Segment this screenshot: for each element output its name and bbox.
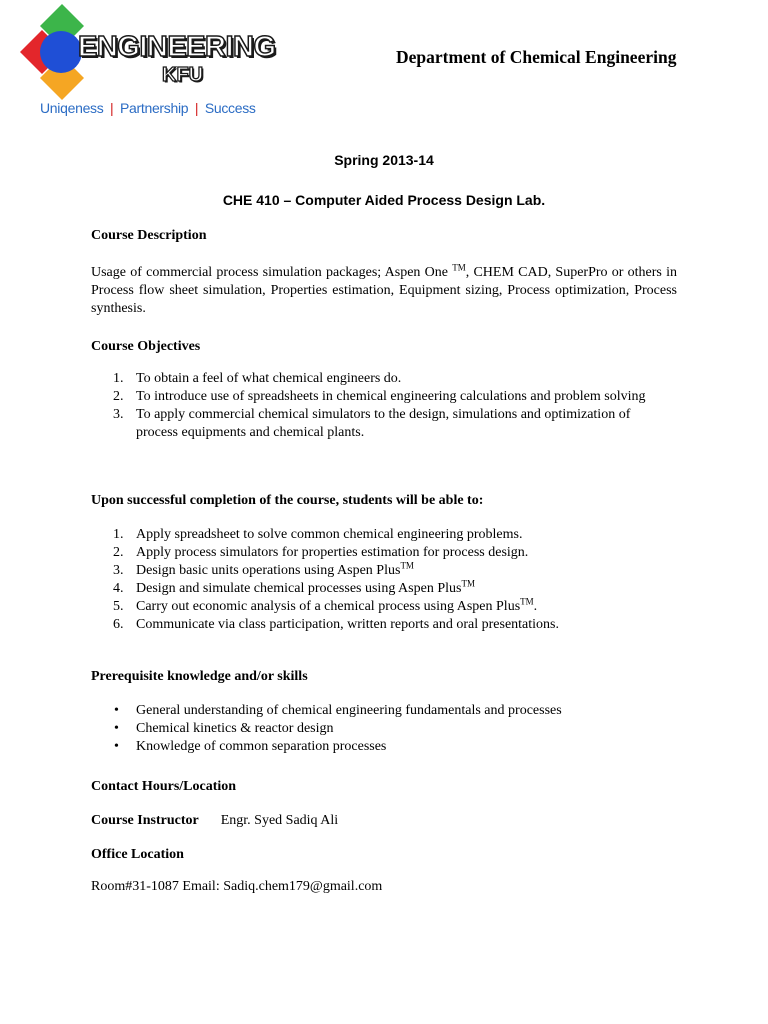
prerequisites-list	[91, 702, 651, 756]
list-item-text: Communicate via class participation, written reports and oral presentations.	[136, 617, 559, 632]
trademark-sup: TM	[520, 596, 534, 607]
list-item-text: To introduce use of spreadsheets in chemical engineering calculations and problem solving	[136, 389, 646, 404]
list-item-text: Carry out economic analysis of a chemical process using Aspen Plus	[136, 599, 521, 614]
tagline-separator: |	[194, 100, 199, 116]
bullet-icon: •	[114, 703, 119, 718]
course-title: CHE 410 – Computer Aided Process Design Lab.	[222, 192, 546, 208]
term-heading: Spring 2013-14	[334, 152, 434, 168]
list-number: 1.	[113, 371, 124, 386]
list-item	[91, 544, 651, 562]
logo-text: ENGINEERING	[78, 31, 276, 63]
department-title: Department of Chemical Engineering	[396, 47, 677, 67]
list-item	[91, 738, 651, 756]
list-item	[91, 562, 651, 580]
description-paragraph	[91, 264, 677, 318]
list-item-text: General understanding of chemical engineering fundamentals and processes	[136, 703, 562, 718]
instructor-name: Engr. Syed Sadiq Ali	[220, 813, 339, 828]
list-item	[91, 580, 651, 598]
description-heading: Course Description	[91, 228, 207, 243]
bullet-icon: •	[114, 739, 119, 754]
prerequisites-heading: Prerequisite knowledge and/or skills	[91, 669, 308, 684]
list-item-text: Apply spreadsheet to solve common chemical engineering problems.	[136, 527, 523, 542]
list-item	[91, 598, 651, 616]
list-item	[91, 406, 651, 442]
trademark-sup: TM	[400, 560, 414, 571]
outcomes-heading: Upon successful completion of the course, students will be able to:	[91, 493, 484, 508]
list-item	[91, 370, 651, 388]
list-number: 4.	[113, 581, 124, 596]
list-item-text: Design basic units operations using Aspen Plus	[136, 563, 401, 578]
logo-subtext: KFU	[162, 64, 204, 86]
tagline-partnership: Partnership	[119, 100, 189, 116]
office-heading: Office Location	[91, 847, 184, 862]
tagline-uniqeness: Uniqeness	[40, 100, 104, 116]
list-item	[91, 526, 651, 544]
list-item	[91, 388, 651, 406]
description-text-part2: , CHEM CAD, SuperPro or others in Process flow sheet simulation, Properties estimation, Equipment sizing, Process optimization, Process synthesis.	[91, 265, 678, 316]
list-number: 3.	[113, 407, 124, 422]
instructor-label: Course Instructor	[91, 813, 199, 828]
tagline-separator: |	[110, 100, 114, 116]
list-item-text: To apply commercial chemical simulators to the design, simulations and optimization of process equipments and chemical plants.	[136, 407, 631, 440]
objectives-heading: Course Objectives	[91, 339, 201, 354]
list-number: 6.	[113, 617, 124, 632]
list-item-text: Chemical kinetics & reactor design	[136, 721, 334, 736]
list-number: 5.	[113, 599, 124, 614]
list-item	[91, 616, 651, 634]
list-number: 3.	[113, 563, 124, 578]
trademark-sup: TM	[452, 262, 466, 273]
trademark-sup: TM	[461, 578, 475, 589]
list-number: 1.	[113, 527, 124, 542]
outcomes-list	[91, 526, 651, 634]
list-item-text: Apply process simulators for properties estimation for process design.	[136, 545, 529, 560]
contact-heading: Contact Hours/Location	[91, 779, 237, 794]
list-item	[91, 702, 651, 720]
objectives-list	[91, 370, 651, 442]
instructor-row	[91, 812, 338, 830]
logo-tagline	[40, 100, 256, 116]
tagline-success: Success	[204, 100, 256, 116]
list-item-text: Design and simulate chemical processes using Aspen Plus	[136, 581, 462, 596]
office-details: Room#31-1087 Email: Sadiq.chem179@gmail.com	[91, 879, 383, 894]
list-number: 2.	[113, 545, 124, 560]
description-text-part1: Usage of commercial process simulation packages; Aspen One	[91, 265, 453, 280]
bullet-icon: •	[114, 721, 119, 736]
list-item-text: To obtain a feel of what chemical engineers do.	[136, 371, 402, 386]
list-item	[91, 720, 651, 738]
list-item-tail: .	[533, 599, 538, 614]
list-item-text: Knowledge of common separation processes	[136, 739, 387, 754]
list-number: 2.	[113, 389, 124, 404]
